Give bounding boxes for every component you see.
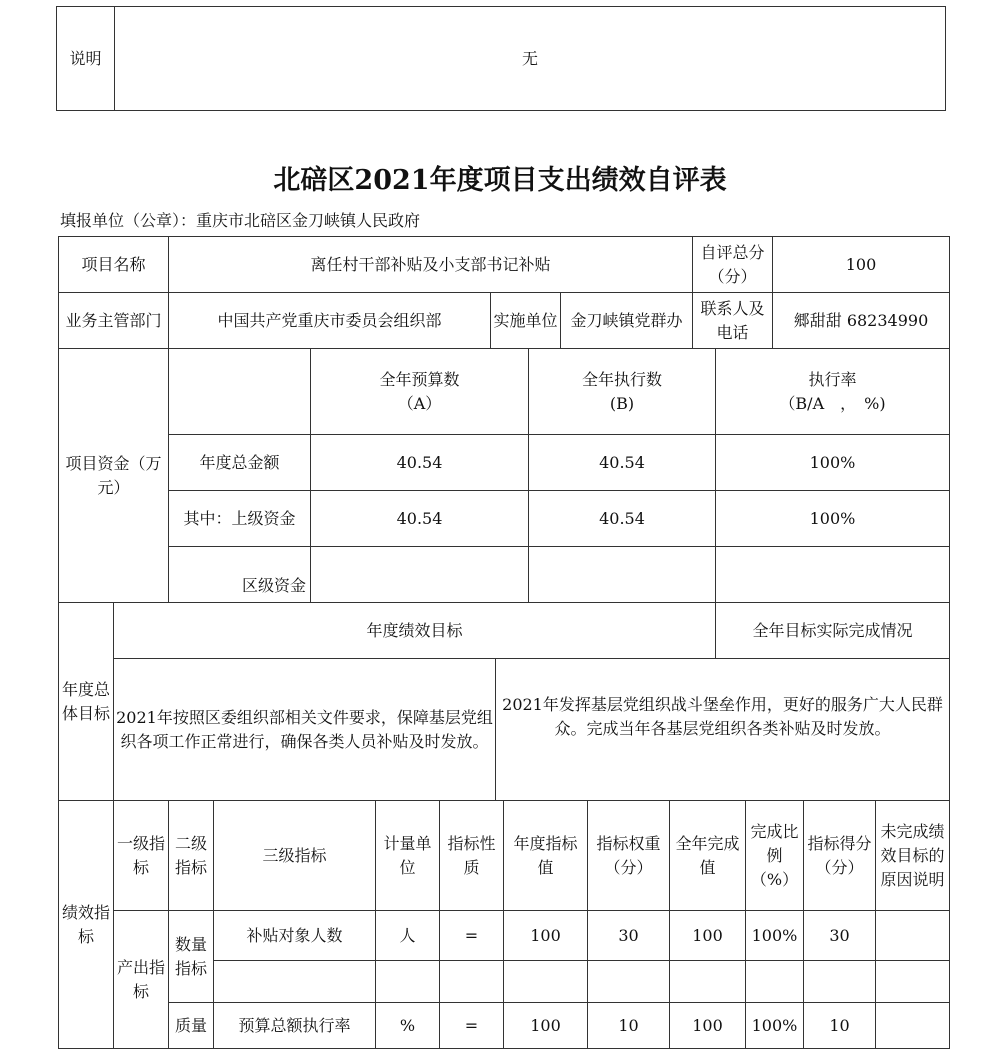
perf-nature-blank xyxy=(440,961,504,1003)
col-budget-line2: （A） xyxy=(397,393,442,413)
perf-header-level2: 二级指标 xyxy=(169,801,214,911)
page-title: 北碚区2021年度项目支出绩效自评表 xyxy=(273,165,727,196)
perf-unit: 人 xyxy=(376,911,440,961)
funds-label: 项目资金（万元） xyxy=(59,349,169,603)
col-exec-line2: (B) xyxy=(609,393,635,413)
funds-row-label: 区级资金 xyxy=(169,547,311,603)
col-rate xyxy=(716,349,950,435)
project-name-value: 离任村干部补贴及小支部书记补贴 xyxy=(169,237,693,293)
perf-ratio: 100% xyxy=(746,1003,804,1049)
col-exec xyxy=(529,349,716,435)
impl-value: 金刀峡镇党群办 xyxy=(561,293,693,349)
perf-done-blank xyxy=(670,961,746,1003)
funds-row-label: 其中：上级资金 xyxy=(169,491,311,547)
score-label: 自评总分（分） xyxy=(693,237,773,293)
perf-header-level3: 三级指标 xyxy=(214,801,376,911)
project-name-label: 项目名称 xyxy=(59,237,169,293)
perf-weight: 30 xyxy=(588,911,670,961)
perf-header-ratio: 完成比例（%） xyxy=(746,801,804,911)
perf-reason-blank xyxy=(876,961,950,1003)
dept-value: 中国共产党重庆市委员会组织部 xyxy=(169,293,491,349)
impl-label: 实施单位 xyxy=(491,293,561,349)
col-budget-line1: 全年预算数 xyxy=(379,369,460,389)
perf-ratio-blank xyxy=(746,961,804,1003)
perf-score-blank xyxy=(804,961,876,1003)
perf-reason xyxy=(876,1003,950,1049)
perf-header-weight: 指标权重（分） xyxy=(588,801,670,911)
performance-table xyxy=(58,800,950,1049)
contact-value: 郷甜甜 68234990 xyxy=(773,293,950,349)
col-rate-line1: 执行率 xyxy=(808,369,857,389)
perf-unit-blank xyxy=(376,961,440,1003)
perf-header-score: 指标得分（分） xyxy=(804,801,876,911)
funds-row-rate xyxy=(716,547,950,603)
perf-level2: 数量指标 xyxy=(169,911,214,1003)
perf-target: 100 xyxy=(504,911,588,961)
perf-weight-blank xyxy=(588,961,670,1003)
perf-level3: 补贴对象人数 xyxy=(214,911,376,961)
perf-header-reason: 未完成绩效目标的原因说明 xyxy=(876,801,950,911)
col-budget xyxy=(311,349,529,435)
dept-label: 业务主管部门 xyxy=(59,293,169,349)
perf-level3-blank xyxy=(214,961,376,1003)
top-note-table xyxy=(56,6,946,111)
perf-level3: 预算总额执行率 xyxy=(214,1003,376,1049)
perf-weight: 10 xyxy=(588,1003,670,1049)
perf-label: 绩效指标 xyxy=(59,801,114,1049)
goals-col-actual: 全年目标实际完成情况 xyxy=(716,603,950,659)
funds-row-exec xyxy=(529,547,716,603)
funds-row-budget: 40.54 xyxy=(311,435,529,491)
funds-row-budget: 40.54 xyxy=(311,491,529,547)
perf-header-level1: 一级指标 xyxy=(114,801,169,911)
funds-row-exec: 40.54 xyxy=(529,435,716,491)
goals-label: 年度总体目标 xyxy=(59,603,114,801)
perf-target: 100 xyxy=(504,1003,588,1049)
score-value: 100 xyxy=(773,237,950,293)
goals-col-target: 年度绩效目标 xyxy=(114,603,716,659)
col-exec-line1: 全年执行数 xyxy=(581,369,662,389)
project-info-table xyxy=(58,236,950,349)
perf-score: 30 xyxy=(804,911,876,961)
reporting-unit: 填报单位（公章）：重庆市北碚区金刀峡镇人民政府 xyxy=(60,211,421,230)
goals-actual-text: 2021年发挥基层党组织战斗堡垒作用，更好的服务广大人民群众。完成当年各基层党组织各类补贴及时发放。 xyxy=(496,659,950,801)
perf-target-blank xyxy=(504,961,588,1003)
goals-table xyxy=(58,602,950,801)
perf-level1: 产出指标 xyxy=(114,911,169,1049)
contact-label: 联系人及电话 xyxy=(693,293,773,349)
perf-ratio: 100% xyxy=(746,911,804,961)
note-label: 说明 xyxy=(57,7,115,111)
funds-row-label: 年度总金额 xyxy=(169,435,311,491)
funds-header-blank xyxy=(169,349,311,435)
perf-nature: = xyxy=(440,911,504,961)
perf-done: 100 xyxy=(670,911,746,961)
goals-target-text: 2021年按照区委组织部相关文件要求，保障基层党组织各项工作正常进行，确保各类人员补贴及时发放。 xyxy=(114,659,496,801)
perf-score: 10 xyxy=(804,1003,876,1049)
funds-row-rate: 100% xyxy=(716,435,950,491)
perf-unit: % xyxy=(376,1003,440,1049)
perf-header-nature: 指标性质 xyxy=(440,801,504,911)
perf-nature: = xyxy=(440,1003,504,1049)
funds-row-rate: 100% xyxy=(716,491,950,547)
col-rate-line2: （B/A ， %) xyxy=(779,393,886,413)
note-value: 无 xyxy=(115,7,946,111)
perf-header-unit: 计量单位 xyxy=(376,801,440,911)
perf-done: 100 xyxy=(670,1003,746,1049)
perf-header-target: 年度指标值 xyxy=(504,801,588,911)
funds-table xyxy=(58,348,950,603)
perf-header-done: 全年完成值 xyxy=(670,801,746,911)
funds-row-budget xyxy=(311,547,529,603)
perf-level2: 质量 xyxy=(169,1003,214,1049)
perf-reason xyxy=(876,911,950,961)
funds-row-exec: 40.54 xyxy=(529,491,716,547)
